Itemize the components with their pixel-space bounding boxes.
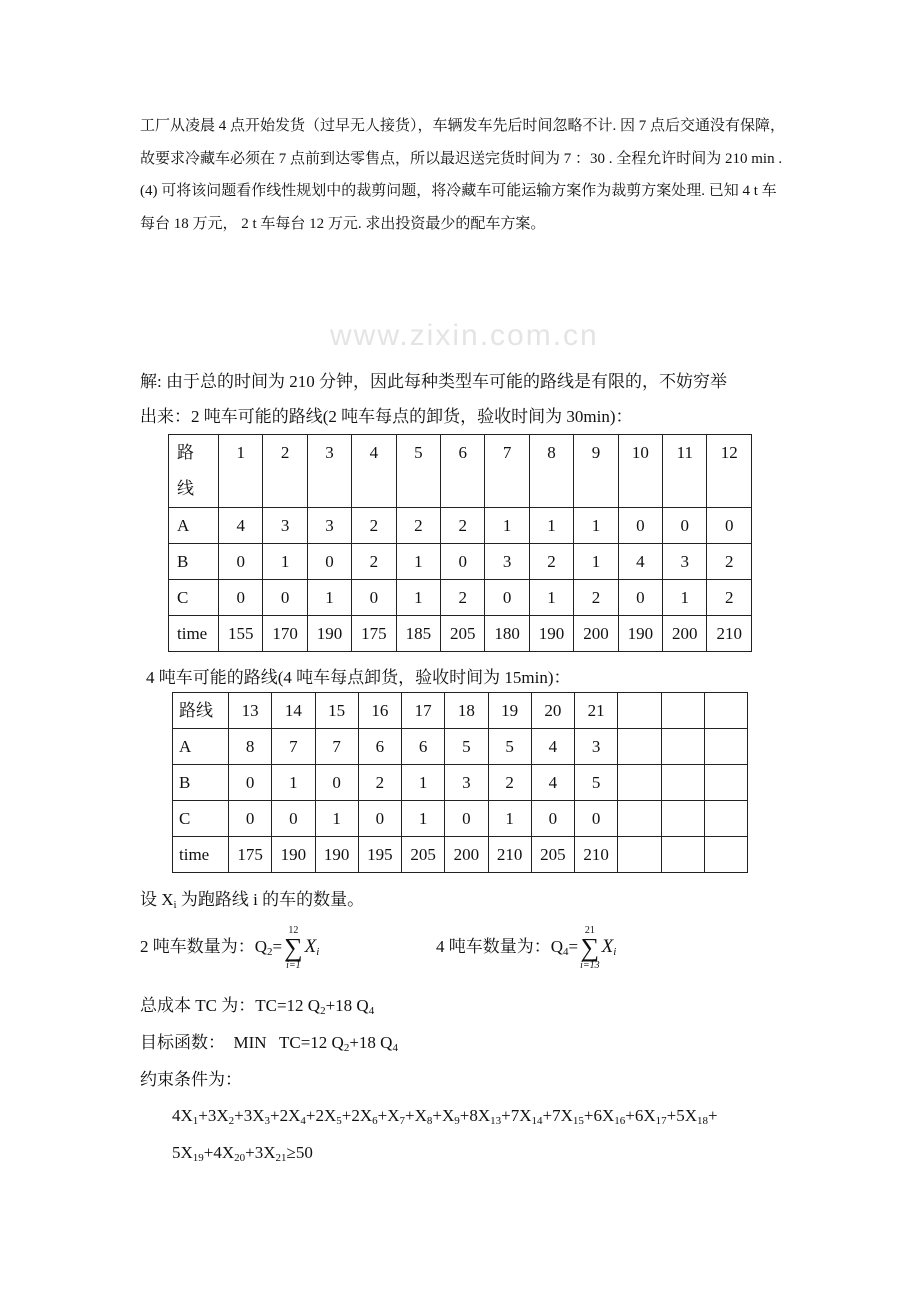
sum-var-sub: i bbox=[316, 945, 320, 958]
table-cell: 2 bbox=[352, 508, 396, 544]
table-cell: 0 bbox=[485, 580, 529, 616]
table-cell bbox=[661, 729, 704, 765]
table-cell: 3 bbox=[263, 508, 307, 544]
row-label-cell: C bbox=[169, 580, 219, 616]
constraint-term: +3X bbox=[245, 1143, 276, 1162]
table-cell: 0 bbox=[315, 765, 358, 801]
table-cell bbox=[704, 837, 747, 873]
sum-lower: i=1 bbox=[286, 960, 301, 971]
sum-var: X bbox=[601, 935, 614, 957]
route-number-cell: 18 bbox=[445, 693, 488, 729]
table-cell: 0 bbox=[441, 544, 485, 580]
table-cell: 1 bbox=[263, 544, 307, 580]
constraint-term: +3X bbox=[198, 1106, 229, 1125]
table-cell: 0 bbox=[272, 801, 315, 837]
q4-label: 4 吨车数量为：Q bbox=[436, 936, 564, 956]
sum-upper: 21 bbox=[584, 925, 595, 936]
q2-formula bbox=[140, 925, 319, 971]
table-row bbox=[169, 616, 752, 652]
row-label-cell: B bbox=[173, 765, 229, 801]
table-cell: 205 bbox=[531, 837, 574, 873]
table-cell: 2 bbox=[441, 580, 485, 616]
table-cell: 2 bbox=[396, 508, 440, 544]
table-cell: 190 bbox=[529, 616, 573, 652]
table-cell: 0 bbox=[707, 508, 752, 544]
table-cell: 0 bbox=[618, 508, 662, 544]
solution-line-2: 出来：2 吨车可能的路线(2 吨车每点的卸货，验收时间为 30min)： bbox=[140, 407, 633, 426]
table2-caption: 4 吨车可能的路线(4 吨车每点卸货，验收时间为 15min)： bbox=[146, 668, 571, 687]
constraint-term: ≥50 bbox=[286, 1143, 313, 1162]
constraint-line-2 bbox=[172, 1141, 313, 1165]
table-cell: 3 bbox=[485, 544, 529, 580]
summation-symbol: 12 ∑ i=1 bbox=[284, 925, 303, 971]
table-cell: 0 bbox=[229, 765, 272, 801]
q2-eq: = bbox=[272, 936, 283, 956]
constraints-label: 约束条件为： bbox=[140, 1070, 242, 1089]
var-def-sub: i bbox=[173, 899, 177, 911]
route-number-cell: 21 bbox=[575, 693, 618, 729]
table-cell: 0 bbox=[263, 580, 307, 616]
table-cell: 3 bbox=[663, 544, 707, 580]
var-def-post: 为跑路线 i 的车的数量。 bbox=[176, 890, 365, 909]
constraint-term: +7X bbox=[501, 1106, 532, 1125]
constraint-term: +2X bbox=[341, 1106, 373, 1125]
table-row bbox=[173, 729, 748, 765]
table-cell: 5 bbox=[488, 729, 531, 765]
obj-mid: +18 Q bbox=[349, 1033, 393, 1052]
constraint-term: 5X bbox=[172, 1143, 193, 1162]
table-cell: 0 bbox=[531, 801, 574, 837]
table-cell: 195 bbox=[358, 837, 401, 873]
constraint-term: +6X bbox=[625, 1106, 656, 1125]
constraint-term: +4X bbox=[203, 1143, 235, 1162]
table-cell: 0 bbox=[663, 508, 707, 544]
table-cell: 3 bbox=[575, 729, 618, 765]
table-cell: 0 bbox=[618, 580, 662, 616]
table-row bbox=[169, 580, 752, 616]
route-number-cell: 10 bbox=[618, 435, 662, 508]
table-cell: 1 bbox=[574, 508, 618, 544]
sum-var-sub: i bbox=[613, 945, 617, 958]
row-header-cell: 路线 bbox=[169, 435, 219, 508]
route-number-cell: 9 bbox=[574, 435, 618, 508]
row-header-cell: 路线 bbox=[173, 693, 229, 729]
table-cell: 4 bbox=[219, 508, 263, 544]
table-cell: 2 bbox=[441, 508, 485, 544]
solution-line-1: 解: 由于总的时间为 210 分钟，因此每种类型车可能的路线是有限的，不妨穷举 bbox=[140, 372, 727, 391]
table-cell: 0 bbox=[352, 580, 396, 616]
table-cell: 3 bbox=[307, 508, 351, 544]
table-cell: 175 bbox=[352, 616, 396, 652]
constraint-subscript: 19 bbox=[192, 1152, 204, 1164]
var-def-pre: 设 X bbox=[140, 890, 174, 909]
route-number-cell: 1 bbox=[219, 435, 263, 508]
table-cell bbox=[618, 729, 661, 765]
watermark: www.zixin.com.cn bbox=[330, 319, 599, 352]
constraint-term: +6X bbox=[583, 1106, 615, 1125]
table-cell: 8 bbox=[229, 729, 272, 765]
table-cell bbox=[704, 729, 747, 765]
table-cell: 0 bbox=[219, 580, 263, 616]
row-label-cell: A bbox=[169, 508, 219, 544]
variable-definition bbox=[140, 888, 364, 912]
q4-sub: 4 bbox=[563, 945, 569, 958]
table-cell: 1 bbox=[529, 508, 573, 544]
two-ton-routes-table bbox=[168, 434, 752, 652]
table-cell: 155 bbox=[219, 616, 263, 652]
table-cell: 210 bbox=[575, 837, 618, 873]
table-cell: 1 bbox=[315, 801, 358, 837]
table-cell: 1 bbox=[485, 508, 529, 544]
q2-sub: 2 bbox=[267, 945, 273, 958]
table-row bbox=[173, 837, 748, 873]
constraint-subscript: 3 bbox=[264, 1115, 271, 1127]
table-cell: 200 bbox=[574, 616, 618, 652]
route-number-cell: 12 bbox=[707, 435, 752, 508]
constraint-term: +8X bbox=[459, 1106, 491, 1125]
table-cell: 0 bbox=[219, 544, 263, 580]
table-cell: 5 bbox=[575, 765, 618, 801]
row-label-cell: A bbox=[173, 729, 229, 765]
constraint-term: +7X bbox=[542, 1106, 573, 1125]
route-number-cell: 7 bbox=[485, 435, 529, 508]
table-cell bbox=[618, 765, 661, 801]
table-cell: 1 bbox=[402, 765, 445, 801]
table-cell: 2 bbox=[707, 544, 752, 580]
constraint-term: +X bbox=[405, 1106, 427, 1125]
route-number-cell: 14 bbox=[272, 693, 315, 729]
table-cell bbox=[661, 837, 704, 873]
sum-upper: 12 bbox=[288, 925, 299, 936]
tc-sub1: 2 bbox=[320, 1005, 326, 1017]
constraint-term: +X bbox=[432, 1106, 455, 1125]
constraint-subscript: 9 bbox=[454, 1115, 460, 1127]
table-cell: 2 bbox=[707, 580, 752, 616]
table-cell: 190 bbox=[618, 616, 662, 652]
route-number-cell: 16 bbox=[358, 693, 401, 729]
table-cell: 4 bbox=[531, 729, 574, 765]
constraint-subscript: 6 bbox=[372, 1115, 378, 1127]
route-number-cell bbox=[661, 693, 704, 729]
route-number-cell bbox=[704, 693, 747, 729]
table-cell: 4 bbox=[618, 544, 662, 580]
constraint-term: +2X bbox=[270, 1106, 301, 1125]
table-cell: 2 bbox=[358, 765, 401, 801]
table-cell: 210 bbox=[707, 616, 752, 652]
route-number-cell: 5 bbox=[396, 435, 440, 508]
sum-lower: i=13 bbox=[580, 960, 600, 971]
table-cell: 180 bbox=[485, 616, 529, 652]
route-number-cell: 3 bbox=[307, 435, 351, 508]
table-cell bbox=[661, 801, 704, 837]
route-number-cell bbox=[618, 693, 661, 729]
table-cell bbox=[704, 765, 747, 801]
route-number-cell: 6 bbox=[441, 435, 485, 508]
route-number-cell: 4 bbox=[352, 435, 396, 508]
constraint-subscript: 5 bbox=[336, 1115, 342, 1127]
table-cell: 190 bbox=[307, 616, 351, 652]
table-cell: 1 bbox=[574, 544, 618, 580]
table-row bbox=[173, 801, 748, 837]
route-number-cell: 17 bbox=[402, 693, 445, 729]
constraint-subscript: 16 bbox=[614, 1115, 626, 1127]
table-cell: 2 bbox=[574, 580, 618, 616]
table-cell: 200 bbox=[663, 616, 707, 652]
route-number-cell: 2 bbox=[263, 435, 307, 508]
table-cell: 1 bbox=[272, 765, 315, 801]
row-label-cell: C bbox=[173, 801, 229, 837]
table-cell: 1 bbox=[307, 580, 351, 616]
table-cell: 2 bbox=[529, 544, 573, 580]
route-number-cell: 20 bbox=[531, 693, 574, 729]
route-number-cell: 13 bbox=[229, 693, 272, 729]
table-cell: 210 bbox=[488, 837, 531, 873]
table-cell: 5 bbox=[445, 729, 488, 765]
table-cell: 185 bbox=[396, 616, 440, 652]
table-cell: 170 bbox=[263, 616, 307, 652]
table-cell: 1 bbox=[663, 580, 707, 616]
intro-paragraph: 工厂从凌晨 4 点开始发货（过早无人接货），车辆发车先后时间忽略不计. 因 7 点后交通没有保障，故要求冷藏车必须在 7 点前到达零售点，所以最迟送完货时间为 7 ：30 . 全程允许时间为 210 min . (4) 可将该问题看作线性规划中的裁剪问题，将冷藏车可能运输方案作为裁剪方案处理. 已知 4 t 车每台 18 万元， 2 t 车每台 12 万元. 求出投资最少的配车方案。 bbox=[140, 118, 786, 232]
table-cell: 190 bbox=[315, 837, 358, 873]
table-cell: 1 bbox=[396, 580, 440, 616]
table-cell: 6 bbox=[402, 729, 445, 765]
table-cell bbox=[704, 801, 747, 837]
table-cell: 200 bbox=[445, 837, 488, 873]
constraint-term: +5X bbox=[666, 1106, 698, 1125]
constraint-term: +X bbox=[377, 1106, 400, 1125]
header-row bbox=[173, 693, 748, 729]
table-cell: 1 bbox=[529, 580, 573, 616]
table-cell: 175 bbox=[229, 837, 272, 873]
constraint-line-1 bbox=[172, 1104, 718, 1128]
table-cell: 1 bbox=[396, 544, 440, 580]
obj-sub2: 4 bbox=[392, 1042, 398, 1054]
constraint-term: +2X bbox=[305, 1106, 337, 1125]
table-cell bbox=[618, 801, 661, 837]
obj-sub1: 2 bbox=[343, 1042, 350, 1054]
table-cell: 1 bbox=[488, 801, 531, 837]
constraint-subscript: 14 bbox=[531, 1115, 543, 1127]
table-cell: 7 bbox=[315, 729, 358, 765]
table-row bbox=[169, 544, 752, 580]
tc-mid: +18 Q bbox=[325, 996, 369, 1015]
constraint-term: +3X bbox=[234, 1106, 265, 1125]
constraint-subscript: 21 bbox=[275, 1152, 287, 1164]
summation-symbol: 21 ∑ i=13 bbox=[580, 925, 600, 971]
table-cell: 6 bbox=[358, 729, 401, 765]
constraint-subscript: 15 bbox=[572, 1115, 584, 1127]
table-cell bbox=[661, 765, 704, 801]
q4-formula bbox=[436, 925, 616, 971]
objective-function bbox=[140, 1031, 398, 1055]
table-cell: 7 bbox=[272, 729, 315, 765]
constraint-subscript: 8 bbox=[426, 1115, 433, 1127]
table-cell bbox=[618, 837, 661, 873]
table-cell: 0 bbox=[445, 801, 488, 837]
constraint-term: 4X bbox=[172, 1106, 193, 1125]
row-label-cell: time bbox=[173, 837, 229, 873]
table-cell: 0 bbox=[307, 544, 351, 580]
header-row bbox=[169, 435, 752, 508]
q2-label: 2 吨车数量为：Q bbox=[140, 936, 268, 956]
route-number-cell: 15 bbox=[315, 693, 358, 729]
table-cell: 190 bbox=[272, 837, 315, 873]
obj-pre: 目标函数： MIN TC=12 Q bbox=[140, 1033, 344, 1052]
constraint-subscript: 18 bbox=[697, 1115, 709, 1127]
table-cell: 205 bbox=[441, 616, 485, 652]
table-cell: 0 bbox=[575, 801, 618, 837]
constraint-subscript: 20 bbox=[234, 1152, 246, 1164]
table-row bbox=[173, 765, 748, 801]
constraint-term: + bbox=[708, 1106, 718, 1125]
constraint-subscript: 1 bbox=[192, 1115, 199, 1127]
table-cell: 3 bbox=[445, 765, 488, 801]
route-number-cell: 11 bbox=[663, 435, 707, 508]
table-cell: 205 bbox=[402, 837, 445, 873]
tc-pre: 总成本 TC 为：TC=12 Q bbox=[140, 996, 321, 1015]
four-ton-routes-table bbox=[172, 692, 748, 873]
constraint-subscript: 4 bbox=[300, 1115, 306, 1127]
constraint-subscript: 17 bbox=[655, 1115, 667, 1127]
table-cell: 2 bbox=[488, 765, 531, 801]
table-cell: 0 bbox=[229, 801, 272, 837]
constraint-subscript: 7 bbox=[399, 1115, 406, 1127]
table-row bbox=[169, 508, 752, 544]
table-cell: 4 bbox=[531, 765, 574, 801]
constraint-subscript: 2 bbox=[228, 1115, 235, 1127]
route-number-cell: 19 bbox=[488, 693, 531, 729]
table-cell: 2 bbox=[352, 544, 396, 580]
q4-eq: = bbox=[568, 936, 579, 956]
table-cell: 1 bbox=[402, 801, 445, 837]
row-label-cell: time bbox=[169, 616, 219, 652]
row-label-cell: B bbox=[169, 544, 219, 580]
route-number-cell: 8 bbox=[529, 435, 573, 508]
constraint-subscript: 13 bbox=[490, 1115, 502, 1127]
tc-sub2: 4 bbox=[368, 1005, 375, 1017]
sum-var: X bbox=[304, 935, 317, 957]
total-cost bbox=[140, 994, 374, 1018]
table-cell: 0 bbox=[358, 801, 401, 837]
